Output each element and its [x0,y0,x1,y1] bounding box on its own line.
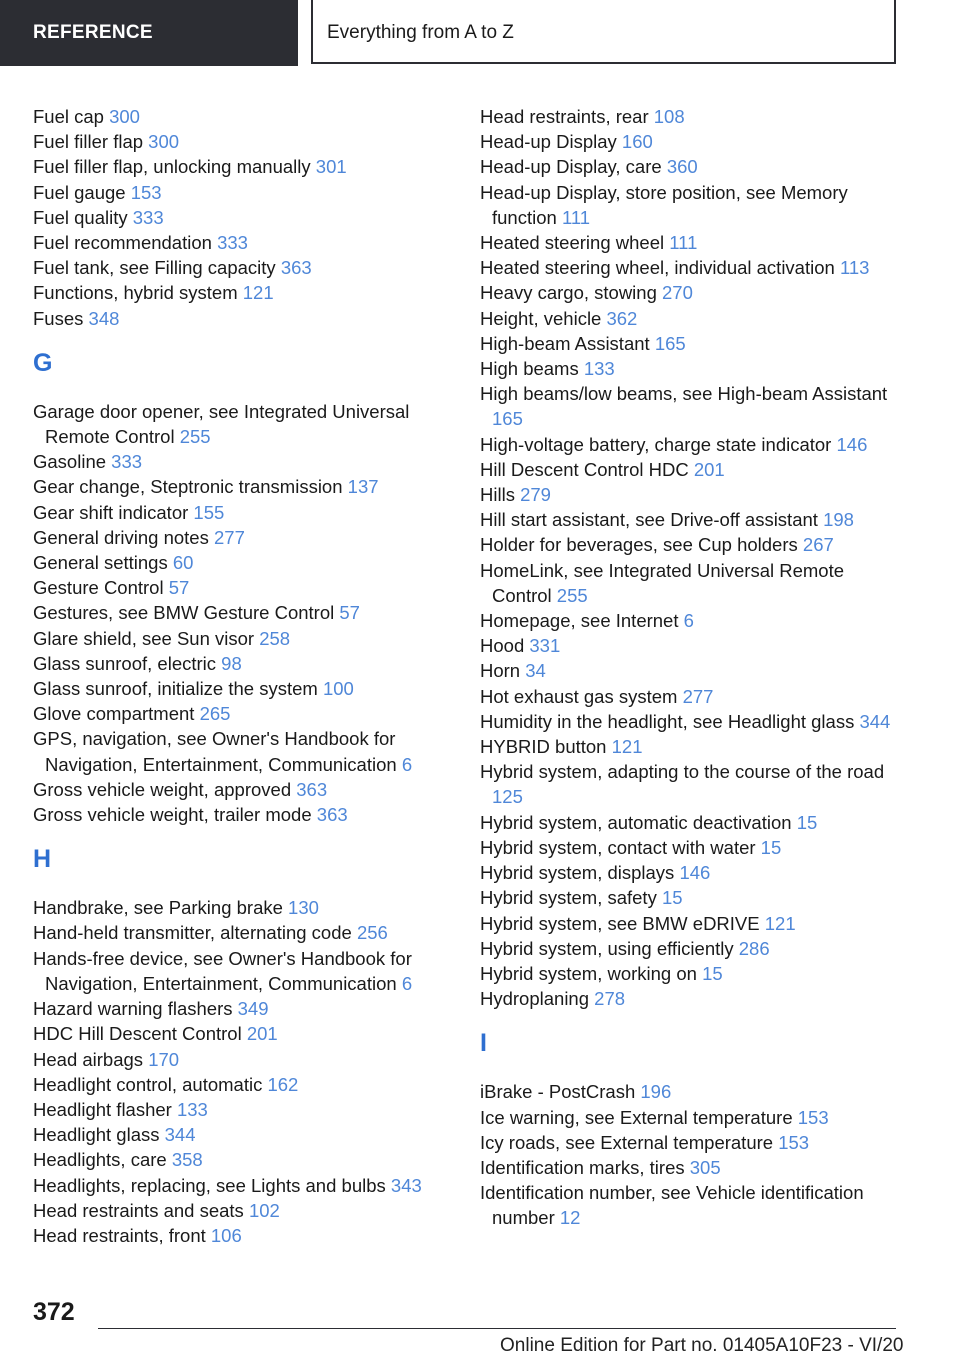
index-entry [33,1122,473,1147]
index-entry-text: GPS, navigation, see Owner's Handbook for Navigation, Entertainment, Communication [33,728,397,775]
page-reference-link[interactable]: 279 [520,484,551,506]
index-entry-text: Holder for beverages, see Cup holders [480,534,798,556]
index-entry-text: Hands-free device, see Owner's Handbook for Navigation, Entertainment, Communication [33,947,412,994]
page-reference-link[interactable]: 108 [653,106,685,127]
page-reference-link[interactable]: 360 [666,156,698,178]
index-entry [480,482,900,507]
index-entry [33,1147,473,1172]
index-entry-text: Fuel cap [33,106,104,127]
index-entry [33,802,473,827]
index-entry [480,810,900,835]
index-entry-text: Hybrid system, using efficiently [480,937,734,959]
page-reference-link[interactable]: 333 [132,206,164,228]
index-entry [480,684,900,709]
index-entry-text: Hybrid system, working on [480,962,697,984]
index-entry [33,1097,473,1122]
page-reference-link[interactable]: 121 [764,912,796,934]
page-reference-link[interactable]: 57 [339,602,360,624]
page-reference-link[interactable]: 358 [171,1149,203,1171]
page-reference-link[interactable]: 133 [176,1098,208,1120]
index-entry [33,449,473,474]
index-entry [480,129,900,154]
index-entry [480,180,900,230]
footer-divider [98,1328,896,1329]
index-entry [33,575,473,600]
index-entry-text: Headlights, replacing, see Lights and bulbs [33,1174,386,1196]
index-entry-text: Head-up Display, store position, see Memory function [480,181,848,228]
index-entry-text: Humidity in the headlight, see Headlight glass [480,710,855,732]
index-entry [33,180,473,205]
page-reference-link[interactable]: 111 [561,206,591,228]
page-reference-link[interactable]: 153 [797,1106,829,1128]
index-entry-text: Headlights, care [33,1149,167,1171]
page-reference-link[interactable]: 363 [280,257,312,279]
index-entry-text: Heated steering wheel [480,232,665,254]
index-entry-text: Head-up Display [480,131,617,153]
index-entry [33,1223,473,1248]
page-reference-link[interactable]: 286 [738,937,770,959]
index-entry [480,558,900,608]
page-reference-link[interactable]: 153 [778,1131,810,1153]
index-entry-text: Hybrid system, safety [480,887,657,909]
index-entry [33,129,473,154]
page-reference-link[interactable]: 6 [401,972,413,994]
page-reference-link[interactable]: 265 [199,703,231,725]
index-entry [33,1173,473,1198]
index-entry [480,154,900,179]
index-entry-text: High beams [480,358,579,380]
page-reference-link[interactable]: 363 [296,778,328,800]
page-reference-link[interactable]: 301 [315,156,347,178]
page-reference-link[interactable]: 331 [529,635,561,657]
index-entry [480,356,900,381]
page-reference-link[interactable]: 333 [217,232,248,254]
index-entry-text: Hydroplaning [480,988,590,1010]
page-reference-link[interactable]: 267 [802,534,834,556]
index-letter-heading: I [480,1029,487,1058]
index-entry [480,860,900,885]
page-reference-link[interactable]: 60 [172,552,194,574]
index-entry-text: iBrake - PostCrash [480,1081,636,1103]
page-reference-link[interactable]: 15 [702,962,723,984]
page-header [0,0,960,66]
index-entry [33,920,473,945]
page-reference-link[interactable]: 121 [611,736,643,758]
index-entry [33,996,473,1021]
page-reference-link[interactable]: 125 [492,786,523,808]
index-entry-text: Head restraints and seats [33,1199,244,1221]
page-reference-link[interactable]: 343 [390,1174,422,1196]
index-entry [33,1021,473,1046]
index-entry-text: Hybrid system, adapting to the course of the road [480,761,885,783]
index-entry-text: Glove compartment [33,703,195,725]
index-entry-text: Homepage, see Internet [480,610,679,632]
index-entry [33,701,473,726]
index-entry [33,205,473,230]
page-reference-link[interactable]: 362 [606,307,638,329]
page-reference-link[interactable]: 255 [556,584,588,606]
page-reference-link[interactable]: 130 [288,897,319,919]
page-reference-link[interactable]: 121 [242,282,274,304]
index-entry [33,154,473,179]
index-entry-text: High-beam Assistant [480,332,650,354]
index-entry [480,608,900,633]
page-number: 372 [33,1298,75,1326]
page-reference-link[interactable]: 162 [267,1073,299,1095]
page-reference-link[interactable]: 165 [492,408,523,430]
page-reference-link[interactable]: 201 [246,1023,278,1045]
index-entry [480,835,900,860]
page-reference-link[interactable]: 146 [679,862,711,884]
index-entry-text: HomeLink, see Integrated Universal Remote Control [480,559,845,606]
page-reference-link[interactable]: 344 [859,710,891,732]
index-entry [33,777,473,802]
index-entry-text: Heavy cargo, stowing [480,282,657,304]
index-entry [33,600,473,625]
index-entry-text: Height, vehicle [480,307,602,329]
page-reference-link[interactable]: 258 [259,627,291,649]
index-entry [480,986,900,1011]
index-column-right [480,104,900,1231]
page-reference-link[interactable]: 170 [148,1048,180,1070]
page-reference-link[interactable]: 278 [594,988,626,1010]
page-reference-link[interactable]: 34 [525,660,546,682]
index-entry [480,658,900,683]
index-entry [33,104,473,129]
page-reference-link[interactable]: 133 [583,358,615,380]
index-entry-text: Gasoline [33,451,107,473]
page-reference-link[interactable]: 111 [669,232,698,254]
page-reference-link[interactable]: 6 [683,610,694,632]
index-entry [33,946,473,996]
index-entry-text: Glass sunroof, electric [33,652,217,674]
index-entry-text: Hybrid system, displays [480,862,675,884]
index-entry-text: Garage door opener, see Integrated Universal Remote Control [33,400,410,448]
page-reference-link[interactable]: 15 [796,811,818,833]
index-entry [480,1155,900,1180]
index-entry [33,895,473,920]
index-entry [480,255,900,280]
index-entry [33,255,473,280]
index-entry [480,759,900,809]
index-entry [33,306,473,331]
index-entry-text: Head airbags [33,1048,144,1070]
index-entry-text: Gear shift indicator [33,501,189,523]
index-entry-text: Head restraints, rear [480,106,649,127]
page-reference-link[interactable]: 196 [640,1081,672,1103]
index-entry-text: Fuel tank, see Filling capacity [33,257,276,279]
index-entry [480,885,900,910]
index-entry-text: Gross vehicle weight, trailer mode [33,804,312,826]
page-reference-link[interactable]: 270 [662,282,693,304]
index-entry [480,1180,900,1230]
index-letter-heading: G [33,348,53,377]
page-reference-link[interactable]: 102 [248,1199,280,1221]
index-entry-text: Ice warning, see External temperature [480,1106,793,1128]
page-reference-link[interactable]: 256 [356,922,388,944]
index-entry-text: Fuel quality [33,206,128,228]
page-reference-link[interactable]: 137 [347,476,379,498]
index-entry-text: Gross vehicle weight, approved [33,778,292,800]
page-reference-link[interactable]: 6 [401,753,413,775]
index-entry-text: Headlight flasher [33,1098,172,1120]
page-reference-link[interactable]: 198 [823,509,854,531]
page-reference-link[interactable]: 349 [237,998,269,1020]
index-entry-text: Head restraints, front [33,1224,206,1246]
page-reference-link[interactable]: 300 [109,106,140,127]
index-entry-text: High beams/low beams, see High-beam Assistant [480,383,888,405]
index-entry-text: Hills [480,484,515,506]
index-entry [33,500,473,525]
page-reference-link[interactable]: 155 [193,501,225,523]
page-reference-link[interactable]: 98 [221,652,242,674]
index-entry-text: Fuel recommendation [33,232,212,254]
index-entry [33,474,473,499]
index-entry [480,457,900,482]
index-entry-text: HYBRID button [480,736,607,758]
page-reference-link[interactable]: 277 [682,685,714,707]
page-reference-link[interactable]: 100 [322,678,354,700]
index-entry [33,626,473,651]
index-entry [480,381,900,431]
page-reference-link[interactable]: 15 [661,887,683,909]
page-reference-link[interactable]: 106 [210,1224,242,1246]
index-entry-text: Hazard warning flashers [33,998,233,1020]
index-entry-text: Hybrid system, automatic deactivation [480,811,792,833]
index-entry-text: Horn [480,660,521,682]
index-entry-text: Handbrake, see Parking brake [33,897,283,919]
index-entry-text: Icy roads, see External temperature [480,1131,774,1153]
index-entry [480,633,900,658]
page-reference-link[interactable]: 165 [654,332,686,354]
index-entry-text: Functions, hybrid system [33,282,238,304]
index-entry [33,280,473,305]
index-entry-text: General settings [33,552,168,574]
index-entry [480,911,900,936]
index-entry [480,507,900,532]
index-entry-text: Glare shield, see Sun visor [33,627,255,649]
index-entry-text: Identification marks, tires [480,1156,685,1178]
index-entry-text: Fuel filler flap [33,131,144,153]
index-entry-text: Gear change, Steptronic transmission [33,476,343,498]
section-label: REFERENCE [0,0,298,66]
index-entry [480,1130,900,1155]
index-entry-text: Head-up Display, care [480,156,662,178]
index-entry-text: Hybrid system, contact with water [480,836,756,858]
index-entry-text: General driving notes [33,526,209,548]
index-entry [480,331,900,356]
index-entry [480,1079,900,1104]
index-entry [480,709,900,734]
page-reference-link[interactable]: 15 [760,836,782,858]
index-entry [480,230,900,255]
index-entry-text: Hybrid system, see BMW eDRIVE [480,912,760,934]
index-entry-text: Fuel filler flap, unlocking manually [33,156,311,178]
page-reference-link[interactable]: 333 [111,451,143,473]
index-entry-text: Headlight glass [33,1124,160,1146]
page-reference-link[interactable]: 160 [621,131,653,153]
index-entry [480,961,900,986]
index-entry [480,936,900,961]
index-letter-heading: H [33,845,52,874]
page-reference-link[interactable]: 277 [214,526,245,548]
index-entry-text: High-voltage battery, charge state indicator [480,433,832,455]
index-entry-text: Headlight control, automatic [33,1073,263,1095]
index-entry [33,1047,473,1072]
index-entry-text: Gestures, see BMW Gesture Control [33,602,335,624]
page-reference-link[interactable]: 57 [168,577,190,599]
index-entry-text: Gesture Control [33,577,164,599]
index-entry [33,1198,473,1223]
index-entry-text: Fuses [33,307,84,329]
index-entry-text: Identification number, see Vehicle identification number [480,1182,864,1229]
index-entry-text: HDC Hill Descent Control [33,1023,242,1045]
index-entry-text: Glass sunroof, initialize the system [33,678,318,700]
index-entry [33,1072,473,1097]
page-reference-link[interactable]: 305 [689,1156,721,1178]
index-entry-text: Hood [480,635,525,657]
page-reference-link[interactable]: 113 [839,257,870,279]
edition-footer: Online Edition for Part no. 01405A10F23 - VI/20 [500,1335,904,1356]
index-entry-text: Heated steering wheel, individual activation [480,257,835,279]
index-entry [480,532,900,557]
index-entry-text: Hill Descent Control HDC [480,458,689,480]
page-reference-link[interactable]: 255 [179,426,211,448]
page-reference-link[interactable]: 153 [130,181,162,203]
index-entry-text: Hot exhaust gas system [480,685,678,707]
index-entry [480,432,900,457]
index-entry [33,550,473,575]
index-entry-text: Hill start assistant, see Drive-off assistant [480,509,818,531]
index-entry [33,726,473,776]
page-reference-link[interactable]: 300 [148,131,180,153]
index-entry-text: Hand-held transmitter, alternating code [33,922,352,944]
page-reference-link[interactable]: 363 [316,804,348,826]
chapter-title: Everything from A to Z [311,0,896,64]
index-entry [33,676,473,701]
index-entry-text: Fuel gauge [33,181,126,203]
index-entry [480,280,900,305]
index-entry [33,525,473,550]
index-entry [33,399,473,449]
index-entry [480,1105,900,1130]
index-entry [480,306,900,331]
index-entry [480,734,900,759]
index-entry [33,651,473,676]
page-reference-link[interactable]: 348 [88,307,120,329]
page-reference-link[interactable]: 12 [559,1207,581,1229]
page-reference-link[interactable]: 146 [836,433,868,455]
index-entry [480,104,900,129]
page-reference-link[interactable]: 344 [164,1124,196,1146]
page-reference-link[interactable]: 201 [693,458,725,480]
index-column-left [33,104,473,1248]
index-entry [33,230,473,255]
